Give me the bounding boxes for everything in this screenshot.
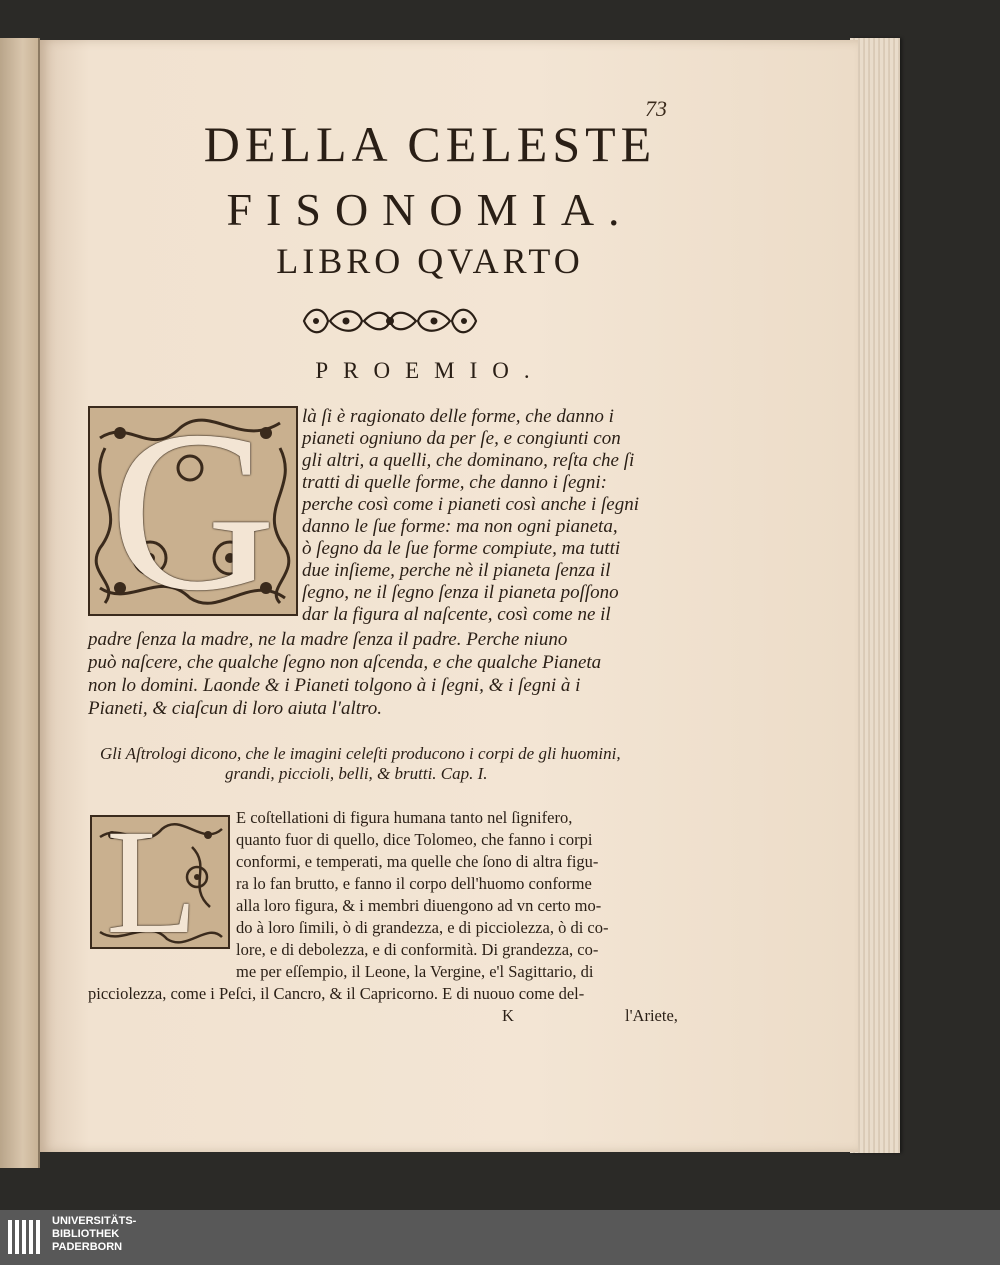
proem-line: due inſieme, perche nè il pianeta ſenza il bbox=[302, 560, 611, 581]
chapter-line: ra lo fan brutto, e fanno il corpo dell'huomo conforme bbox=[236, 874, 592, 893]
chapter-line: quanto fuor di quello, dice Tolomeo, che fanno i corpi bbox=[236, 830, 593, 849]
initial-letter-l: L bbox=[106, 815, 198, 949]
book-page bbox=[40, 40, 858, 1152]
proem-line: perche così come i pianeti così anche i ſegni bbox=[302, 494, 639, 515]
library-name-line-2: BIBLIOTHEK bbox=[52, 1228, 120, 1240]
initial-letter-g: G bbox=[109, 406, 277, 616]
chapter-line: alla loro figura, & i membri diuengono ad vn certo mo- bbox=[236, 896, 602, 915]
proem-line: ſegno, ne il ſegno ſenza il pianeta poſſono bbox=[302, 582, 619, 603]
chapter-line: E coſtellationi di figura humana tanto nel ſignifero, bbox=[236, 808, 573, 827]
library-logo-icon bbox=[8, 1218, 44, 1256]
page-number: 73 bbox=[645, 96, 667, 121]
title-line-3: LIBRO QVARTO bbox=[276, 241, 584, 281]
library-name-line-1: UNIVERSITÄTS- bbox=[52, 1215, 137, 1227]
proem-line: gli altri, a quelli, che dominano, reſta che ſi bbox=[302, 450, 635, 471]
chapter-line: do à loro ſimili, ò di grandezza, e di picciolezza, ò di co- bbox=[236, 918, 609, 937]
chapter-heading-line-2: grandi, piccioli, belli, & brutti. Cap. I. bbox=[225, 764, 488, 783]
decorated-initial-g bbox=[88, 406, 298, 616]
library-name-line-3: PADERBORN bbox=[52, 1241, 123, 1253]
proem-line: là ſi è ragionato delle forme, che danno i bbox=[302, 406, 614, 427]
chapter-line: lore, e di debolezza, e di conformità. Di grandezza, co- bbox=[236, 940, 599, 959]
chapter-line: picciolezza, come i Peſci, il Cancro, & il Capricorno. E di nuouo come del- bbox=[88, 984, 585, 1003]
decorated-initial-l bbox=[90, 815, 230, 949]
chapter-heading-line-1: Gli Aſtrologi dicono, che le imagini celeſti producono i corpi de gli huomini, bbox=[100, 744, 621, 763]
proem-line: padre ſenza la madre, ne la madre ſenza il padre. Perche niuno bbox=[88, 629, 568, 650]
proem-line: dar la figura al naſcente, così come ne il bbox=[302, 604, 611, 625]
facing-page-edge bbox=[0, 38, 40, 1168]
chapter-line: conformi, e temperati, ma quelle che ſono di altra figu- bbox=[236, 852, 599, 871]
proem-line: tratti di quelle forme, che danno i ſegni: bbox=[302, 472, 608, 493]
proem-line: Pianeti, & ciaſcun di loro aiuta l'altro. bbox=[88, 698, 382, 719]
proem-line: può naſcere, che qualche ſegno non aſcenda, e che qualche Pianeta bbox=[88, 652, 602, 673]
proem-line: ò ſegno da le ſue forme compiute, ma tutti bbox=[302, 538, 621, 559]
proem-line: pianeti ogniuno da per ſe, e congiunti con bbox=[302, 428, 621, 449]
title-line-1: DELLA CELESTE bbox=[203, 116, 657, 172]
catchword: l'Ariete, bbox=[625, 1006, 678, 1025]
section-heading-proemio: PROEMIO. bbox=[315, 358, 545, 383]
title-line-2: FISONOMIA. bbox=[226, 184, 634, 235]
library-footer-bar bbox=[0, 1210, 1000, 1265]
ornament-icon bbox=[300, 302, 480, 340]
chapter-line: me per eſſempio, il Leone, la Vergine, e'l Sagittario, di bbox=[236, 962, 594, 981]
library-name bbox=[52, 1215, 136, 1254]
proem-line: non lo domini. Laonde & i Pianeti tolgono à i ſegni, & i ſegni à i bbox=[88, 675, 581, 696]
proem-line: danno le ſue forme: ma non ogni pianeta, bbox=[302, 516, 618, 537]
signature-mark: K bbox=[502, 1006, 514, 1025]
